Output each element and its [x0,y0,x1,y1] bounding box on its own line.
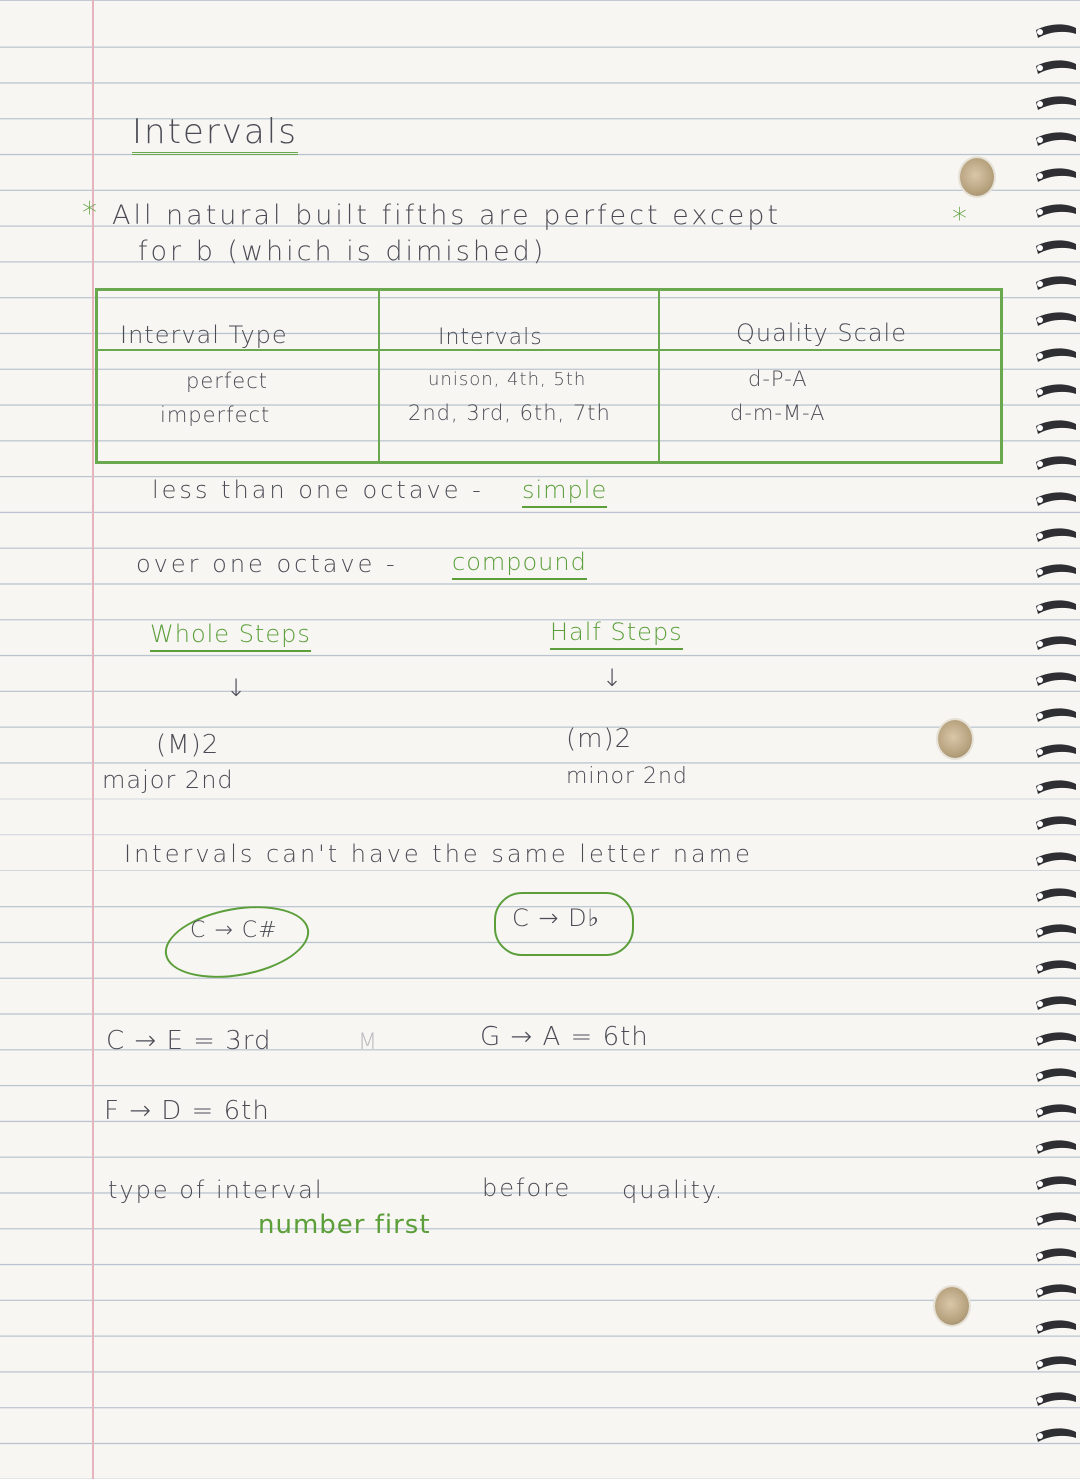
spiral-coil-highlight [1037,209,1043,215]
spiral-coil-highlight [1037,353,1043,359]
order-rule-prefix: type of interval [108,1176,324,1204]
spiral-coil-highlight [1037,569,1043,575]
spiral-coil-highlight [1037,821,1043,827]
table-cell-perfect-quality: d-P-A [748,367,808,391]
table-cell-perfect: perfect [186,369,268,393]
star-mark-left: * [82,196,98,231]
binder-hole-bottom [935,1287,969,1325]
spiral-coil-highlight [1037,101,1043,107]
half-steps-abbr: (m)2 [566,724,633,754]
spiral-coil-highlight [1037,1217,1043,1223]
rule-line-1: All natural built fifths are perfect except [112,200,781,231]
spiral-coil-highlight [1037,65,1043,71]
spiral-coil-highlight [1037,893,1043,899]
spiral-coil-highlight [1037,533,1043,539]
spiral-coil-highlight [1037,857,1043,863]
binder-hole-top [960,158,994,196]
spiral-coil-highlight [1037,389,1043,395]
whole-steps-arrow: ↓ [226,674,248,702]
star-mark-right: * [952,202,968,237]
spiral-coil-highlight [1037,1037,1043,1043]
spiral-coil-highlight [1037,785,1043,791]
calc-f-to-d: F → D = 6th [104,1096,270,1126]
half-steps-label: minor 2nd [566,764,688,789]
spiral-coil-highlight [1037,425,1043,431]
spiral-coil-highlight [1037,1109,1043,1115]
spiral-coil-highlight [1037,1181,1043,1187]
interval-table [95,288,1003,464]
table-cell-perfect-intervals: unison, 4th, 5th [428,369,587,390]
calc-m-mark: M [358,1030,378,1055]
bad-example: C → C# [190,918,278,943]
spiral-coil-highlight [1037,281,1043,287]
spiral-coil-highlight [1037,1073,1043,1079]
rule-line-2: for b (which is dimished) [138,236,547,267]
spiral-coil-highlight [1037,461,1043,467]
good-example: C → D♭ [512,904,600,932]
order-rule-number-first: number first [258,1210,431,1240]
simple-note-prefix: less than one octave - [152,476,484,504]
spiral-coil-highlight [1037,713,1043,719]
table-cell-imperfect-quality: d-m-M-A [730,401,826,425]
spiral-coil-highlight [1037,1397,1043,1403]
page-title: Intervals [132,112,298,155]
spiral-binding [1028,0,1080,1479]
order-rule-quality: quality. [622,1176,725,1204]
spiral-coil-highlight [1037,1001,1043,1007]
spiral-coil-highlight [1037,965,1043,971]
spiral-coil-highlight [1037,929,1043,935]
order-rule-before: before [482,1174,572,1202]
table-header-quality-scale: Quality Scale [736,319,907,347]
simple-term: simple [522,476,607,508]
whole-steps-label: major 2nd [102,766,234,794]
spiral-coil-highlight [1037,245,1043,251]
table-header-interval-type: Interval Type [120,321,288,349]
spiral-coil-highlight [1037,29,1043,35]
table-cell-imperfect-intervals: 2nd, 3rd, 6th, 7th [408,401,611,425]
table-header-intervals: Intervals [438,325,543,350]
spiral-coil-highlight [1037,1289,1043,1295]
spiral-coil-highlight [1037,605,1043,611]
spiral-coil-highlight [1037,1433,1043,1439]
whole-steps-abbr: (M)2 [156,730,220,760]
spiral-coil-highlight [1037,317,1043,323]
spiral-coil-highlight [1037,641,1043,647]
whole-steps-heading: Whole Steps [150,620,311,652]
spiral-coil-highlight [1037,749,1043,755]
same-letter-rule: Intervals can't have the same letter name [124,840,753,868]
spiral-coil-highlight [1037,1145,1043,1151]
calc-g-to-a: G → A = 6th [480,1022,649,1052]
spiral-coil-highlight [1037,677,1043,683]
half-steps-arrow: ↓ [602,664,624,692]
spiral-coil-highlight [1037,497,1043,503]
table-cell-imperfect: imperfect [160,403,271,427]
spiral-coil-highlight [1037,1325,1043,1331]
spiral-coil-highlight [1037,1361,1043,1367]
calc-c-to-e: C → E = 3rd [106,1026,272,1056]
compound-term: compound [452,548,587,580]
spiral-coil-highlight [1037,173,1043,179]
binder-hole-middle [938,720,972,758]
spiral-coil-highlight [1037,137,1043,143]
compound-note-prefix: over one octave - [136,550,398,578]
spiral-coil-highlight [1037,1253,1043,1259]
half-steps-heading: Half Steps [550,618,683,650]
